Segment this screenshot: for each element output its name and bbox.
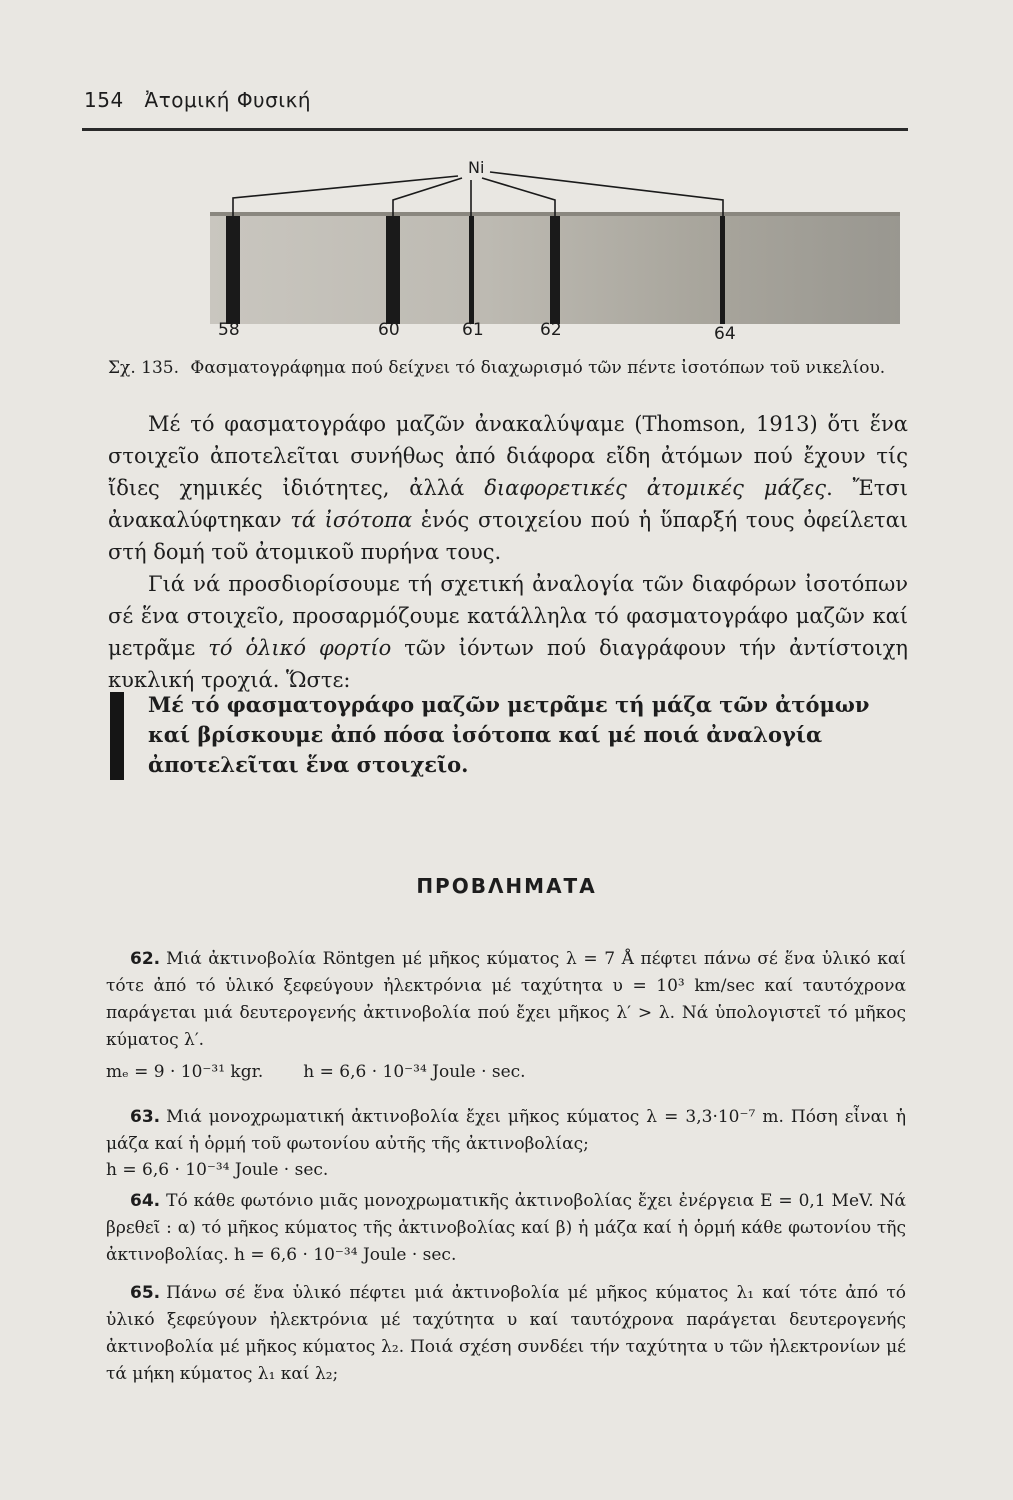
paragraph-isotopes [108,408,908,568]
figure-number: Σχ. 135. [108,358,179,378]
key-statement-text: Μέ τό φασματογράφο μαζῶν μετρᾶμε τή μάζα τῶν ἀτόμων καί βρίσκουμε ἀπό πόσα ἰσότοπα καί μέ ποιά ἀναλογία ἀποτελεῖται ἕνα στοιχεῖο. [148,692,870,777]
text-run: Μέ τό φασματογράφο μαζῶν ἀνακαλύψαμε (Thomson, 1913) ὅτι ἕνα στοιχεῖο ἀποτελεῖται συνήθως ἀπό διάφορα εἴδη ἀτόμων πού ἔχουν τίς ἴδιες χημικές ἰδιότητες, ἀλλά [108,412,908,500]
problem-63-data [106,1160,328,1180]
problem-62 [106,946,906,1054]
problem-65 [106,1280,906,1388]
element-label: Ni [468,158,485,177]
header-rule [82,128,908,131]
problem-text: Μιά ἀκτινοβολία Röntgen μέ μῆκος κύματος λ = 7 Å πέφτει πάνω σέ ἕνα ὑλικό καί τότε ἀπό τό ὑλικό ξεφεύγουν ἠλεκτρόνια μέ ταχύτητα υ = 10³ km/sec καί ταυτόχρονα παράγεται μιά δευτερογενής ἀκτινοβολία πού ἔχει μῆκος λ′ > λ. Νά ὑπολογιστεῖ τό μῆκος κύματος λ′. [106,949,906,1050]
planck-constant-value: h = 6,6 · 10⁻³⁴ Joule · sec. [106,1160,329,1180]
mass-label-64: 64 [714,324,736,344]
problem-text: Τό κάθε φωτόνιο μιᾶς μονοχρωματικῆς ἀκτινοβολίας ἔχει ἐνέργεια E = 0,1 MeV. Νά βρεθεῖ : α) τό μῆκος κύματος τῆς ἀκτινοβολίας καί β) ἡ μάζα καί ἡ ὁρμή κάθε φωτονίου τῆς ἀκτινοβολίας. h = 6,6 · 10⁻³⁴ Joule · sec. [106,1191,906,1265]
emphasis-text: διαφορετικές ἀτομικές μάζες [484,476,827,500]
figure-caption [108,358,908,378]
emphasis-text: τό ὁλικό φορτίο [208,636,392,660]
caption-text: Φασματογράφημα πού δείχνει τό διαχωρισμό τῶν πέντε ἰσοτόπων τοῦ νικελίου. [190,358,886,378]
mass-label-60: 60 [378,320,400,340]
text-run: Γιά νά προσδιορίσουμε τή σχετική ἀναλογία τῶν διαφόρων ἰσοτόπων σέ ἕνα στοιχεῖο, προσαρμόζουμε κατάλληλα τό φασματογράφο μαζῶν καί μετρᾶμε [108,572,908,660]
running-title: Ἀτομική Φυσική [144,88,312,112]
spectrogram-figure [190,150,910,350]
text-run: ἑνός στοιχείου πού ἡ ὕπαρξή τους ὀφείλεται στή δομή τοῦ ἀτομικοῦ πυρήνα τους. [108,508,908,564]
problem-64 [106,1188,906,1269]
planck-constant-value: h = 6,6 · 10⁻³⁴ Joule · sec. [303,1062,526,1082]
problem-text: Πάνω σέ ἕνα ὑλικό πέφτει μιά ἀκτινοβολία μέ μῆκος κύματος λ₁ καί τότε ἀπό τό ὑλικό ξεφεύγουν ἠλεκτρόνια μέ ταχύτητα υ καί ταυτόχρονα παράγεται δευτερογενής ἀκτινοβολία μέ μῆκος κύματος λ₂. Ποιά σχέση συνδέει τήν ταχύτητα υ τῶν ἠλεκτρονίων μέ τά μήκη κύματος λ₁ καί λ₂; [106,1283,906,1384]
text-run: τῶν ἰόντων πού διαγράφουν τήν ἀντίστοιχη κυκλική τροχιά. Ὥστε: [108,636,909,692]
problem-number: 64. [130,1191,161,1211]
paragraph-ratio [108,568,908,696]
text-run: . Ἔτσι ἀνακαλύφτηκαν [108,476,909,532]
running-head [84,88,311,112]
page-number: 154 [84,88,124,112]
key-statement-bar [110,692,124,780]
problem-62-data [106,1062,526,1082]
problem-number: 65. [130,1283,161,1303]
mass-label-61: 61 [462,320,484,340]
problem-number: 62. [130,949,161,969]
problems-heading: ΠΡΟΒΛΗΜΑΤΑ [416,874,597,898]
mass-label-58: 58 [218,320,240,340]
problem-63 [106,1104,906,1158]
problem-text: Μιά μονοχρωματική ἀκτινοβολία ἔχει μῆκος κύματος λ = 3,3·10⁻⁷ m. Πόση εἶναι ἡ μάζα καί ἡ ὁρμή τοῦ φωτονίου αὐτῆς τῆς ἀκτινοβολίας; [106,1107,906,1154]
problem-number: 63. [130,1107,161,1127]
emphasis-text: τά ἰσότοπα [290,508,413,532]
electron-mass-value: mₑ = 9 · 10⁻³¹ kgr. [106,1062,264,1082]
mass-label-62: 62 [540,320,562,340]
